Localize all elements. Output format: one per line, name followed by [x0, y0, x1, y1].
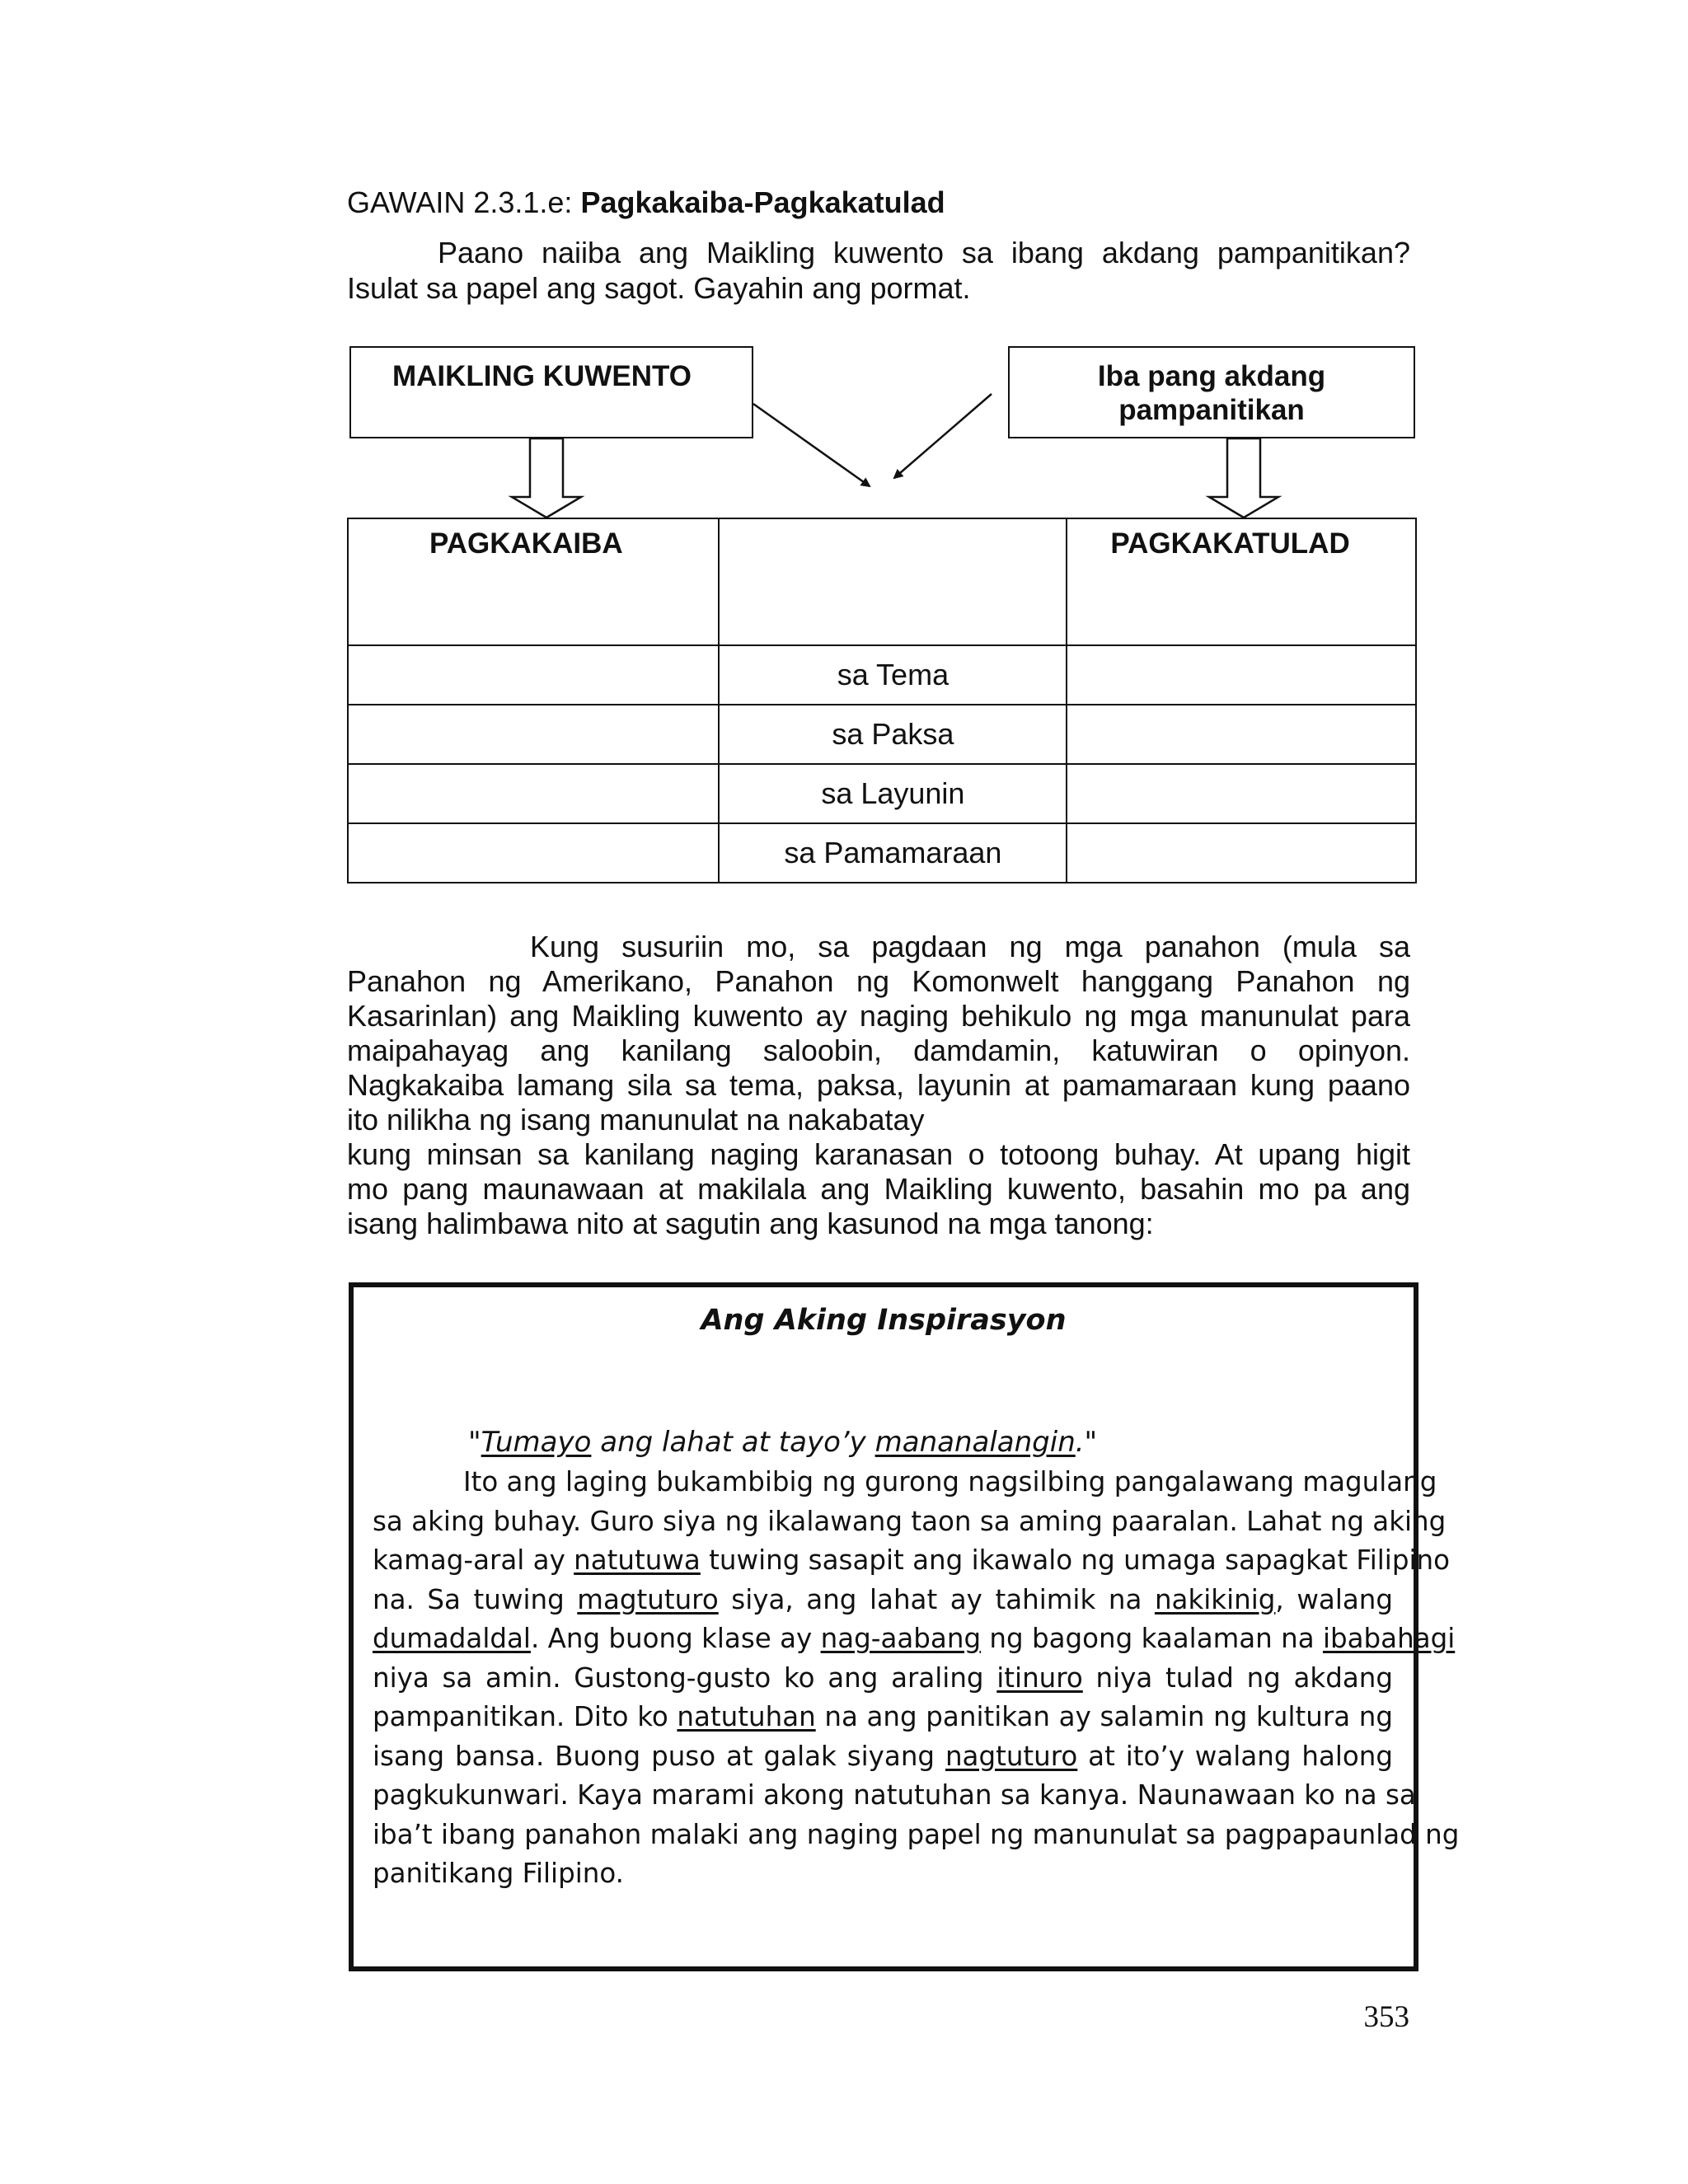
instruction-line-2: Isulat sa papel ang sagot. Gayahin ang pormat.	[347, 271, 971, 305]
activity-name: Pagkakaiba-Pagkakatulad	[580, 185, 945, 219]
row-label: sa Tema	[719, 645, 1067, 705]
paragraph-line: mo pang maunawaan at makilala ang Maikling kuwento, basahin mo pa ang	[347, 1172, 1410, 1206]
header-pagkakaiba: PAGKAKAIBA	[348, 518, 719, 645]
paragraph-line: Nagkakaiba lamang sila sa tema, paksa, layunin at pamamaraan kung paano	[347, 1068, 1410, 1102]
activity-title	[347, 183, 945, 223]
paragraph-line: maipahayag ang kanilang saloobin, damdamin, katuwiran o opinyon.	[347, 1033, 1410, 1067]
cell-blank[interactable]	[1067, 764, 1416, 823]
cell-blank[interactable]	[348, 764, 719, 823]
activity-label: GAWAIN 2.3.1.e:	[347, 185, 581, 219]
cell-blank[interactable]	[348, 645, 719, 705]
box-iba-pang-akda-line-1: Iba pang akdang	[1097, 360, 1326, 392]
story-line: iba’t ibang panahon malaki ang naging papel ng manunulat sa pagpapaunlad ng	[373, 1818, 1460, 1850]
arrow-left-diagonal	[753, 404, 870, 486]
story-line: pagkukunwari. Kaya marami akong natutuhan sa kanya. Naunawaan ko na sa	[373, 1779, 1416, 1811]
paragraph-line: ito nilikha ng isang manunulat na nakabatay	[347, 1103, 925, 1137]
cell-blank[interactable]	[1067, 823, 1416, 883]
story-line: niya sa amin. Gustong-gusto ko ang araling itinuro niya tulad ng akdang	[373, 1661, 1393, 1694]
instruction-line-1: Paano naiiba ang Maikling kuwento sa ibang akdang pampanitikan?	[438, 236, 1410, 269]
story-line: kamag-aral ay natutuwa tuwing sasapit ang ikawalo ng umaga sapagkat Filipino	[373, 1544, 1450, 1576]
table-row	[348, 705, 1416, 764]
story-quote: "Tumayo ang lahat at tayo’y mananalangin."	[468, 1426, 1098, 1459]
story-body	[373, 1463, 1460, 1894]
cell-blank[interactable]	[1067, 645, 1416, 705]
underlined-word: Tumayo	[481, 1426, 592, 1459]
header-blank	[719, 518, 1067, 645]
instruction	[347, 235, 1410, 306]
underlined-word: mananalangin	[874, 1426, 1076, 1459]
underlined-word: natutuwa	[574, 1544, 701, 1576]
story-line: dumadaldal. Ang buong klase ay nag-aabang ng bagong kaalaman na ibabahagi	[373, 1623, 1456, 1654]
underlined-word: nag-aabang	[820, 1623, 982, 1654]
story-title: Ang Aking Inspirasyon	[701, 1304, 1067, 1337]
cell-blank[interactable]	[348, 705, 719, 764]
row-label: sa Pamamaraan	[719, 823, 1067, 883]
box-maikling-kuwento-label: MAIKLING KUWENTO	[392, 360, 692, 392]
story-line: isang bansa. Buong puso at galak siyang nagtuturo at ito’y walang halong	[373, 1740, 1394, 1772]
story-line: Ito ang laging bukambibig ng gurong nagsilbing pangalawang magulang	[463, 1466, 1437, 1497]
header-pagkakatulad: PAGKAKATULAD	[1067, 518, 1416, 645]
row-label: sa Layunin	[719, 764, 1067, 823]
story-line: sa aking buhay. Guro siya ng ikalawang taon sa aming paaralan. Lahat ng aking	[373, 1505, 1447, 1537]
block-arrow-right	[1209, 438, 1278, 518]
underlined-word: natutuhan	[677, 1701, 816, 1732]
body-paragraph	[347, 930, 1410, 1241]
box-iba-pang-akda	[1008, 346, 1415, 438]
cell-blank[interactable]	[348, 823, 719, 883]
comparison-table	[347, 518, 1417, 883]
paragraph-line: Kasarinlan) ang Maikling kuwento ay naging behikulo ng mga manunulat para	[347, 999, 1410, 1033]
story-line: na. Sa tuwing magtuturo siya, ang lahat ay tahimik na nakikinig, walang	[373, 1583, 1393, 1615]
page-number: 353	[1363, 2000, 1409, 2034]
paragraph-line: Kung susuriin mo, sa pagdaan ng mga panahon (mula sa	[530, 930, 1410, 963]
underlined-word: nakikinig	[1154, 1583, 1276, 1615]
box-maikling-kuwento	[349, 346, 753, 438]
paragraph-line: Panahon ng Amerikano, Panahon ng Komonwelt hanggang Panahon ng	[347, 964, 1410, 998]
story-line: pampanitikan. Dito ko natutuhan na ang panitikan ay salamin ng kultura ng	[373, 1701, 1393, 1732]
table-header-row	[348, 518, 1416, 645]
paragraph-line: isang halimbawa nito at sagutin ang kasunod na mga tanong:	[347, 1207, 1154, 1240]
block-arrow-left	[512, 438, 581, 518]
row-label: sa Paksa	[719, 705, 1067, 764]
table-row	[348, 823, 1416, 883]
underlined-word: ibabahagi	[1322, 1623, 1456, 1654]
underlined-word: nagtuturo	[945, 1740, 1078, 1772]
table-row	[348, 645, 1416, 705]
table-row	[348, 764, 1416, 823]
paragraph-line: kung minsan sa kanilang naging karanasan o totoong buhay. At upang higit	[347, 1137, 1410, 1171]
box-iba-pang-akda-line-2: pampanitikan	[1118, 394, 1305, 426]
underlined-word: magtuturo	[577, 1583, 719, 1615]
underlined-word: itinuro	[996, 1661, 1083, 1694]
cell-blank[interactable]	[1067, 705, 1416, 764]
underlined-word: dumadaldal	[373, 1623, 531, 1654]
story-line: panitikang Filipino.	[373, 1858, 624, 1889]
arrow-right-diagonal	[894, 394, 992, 478]
